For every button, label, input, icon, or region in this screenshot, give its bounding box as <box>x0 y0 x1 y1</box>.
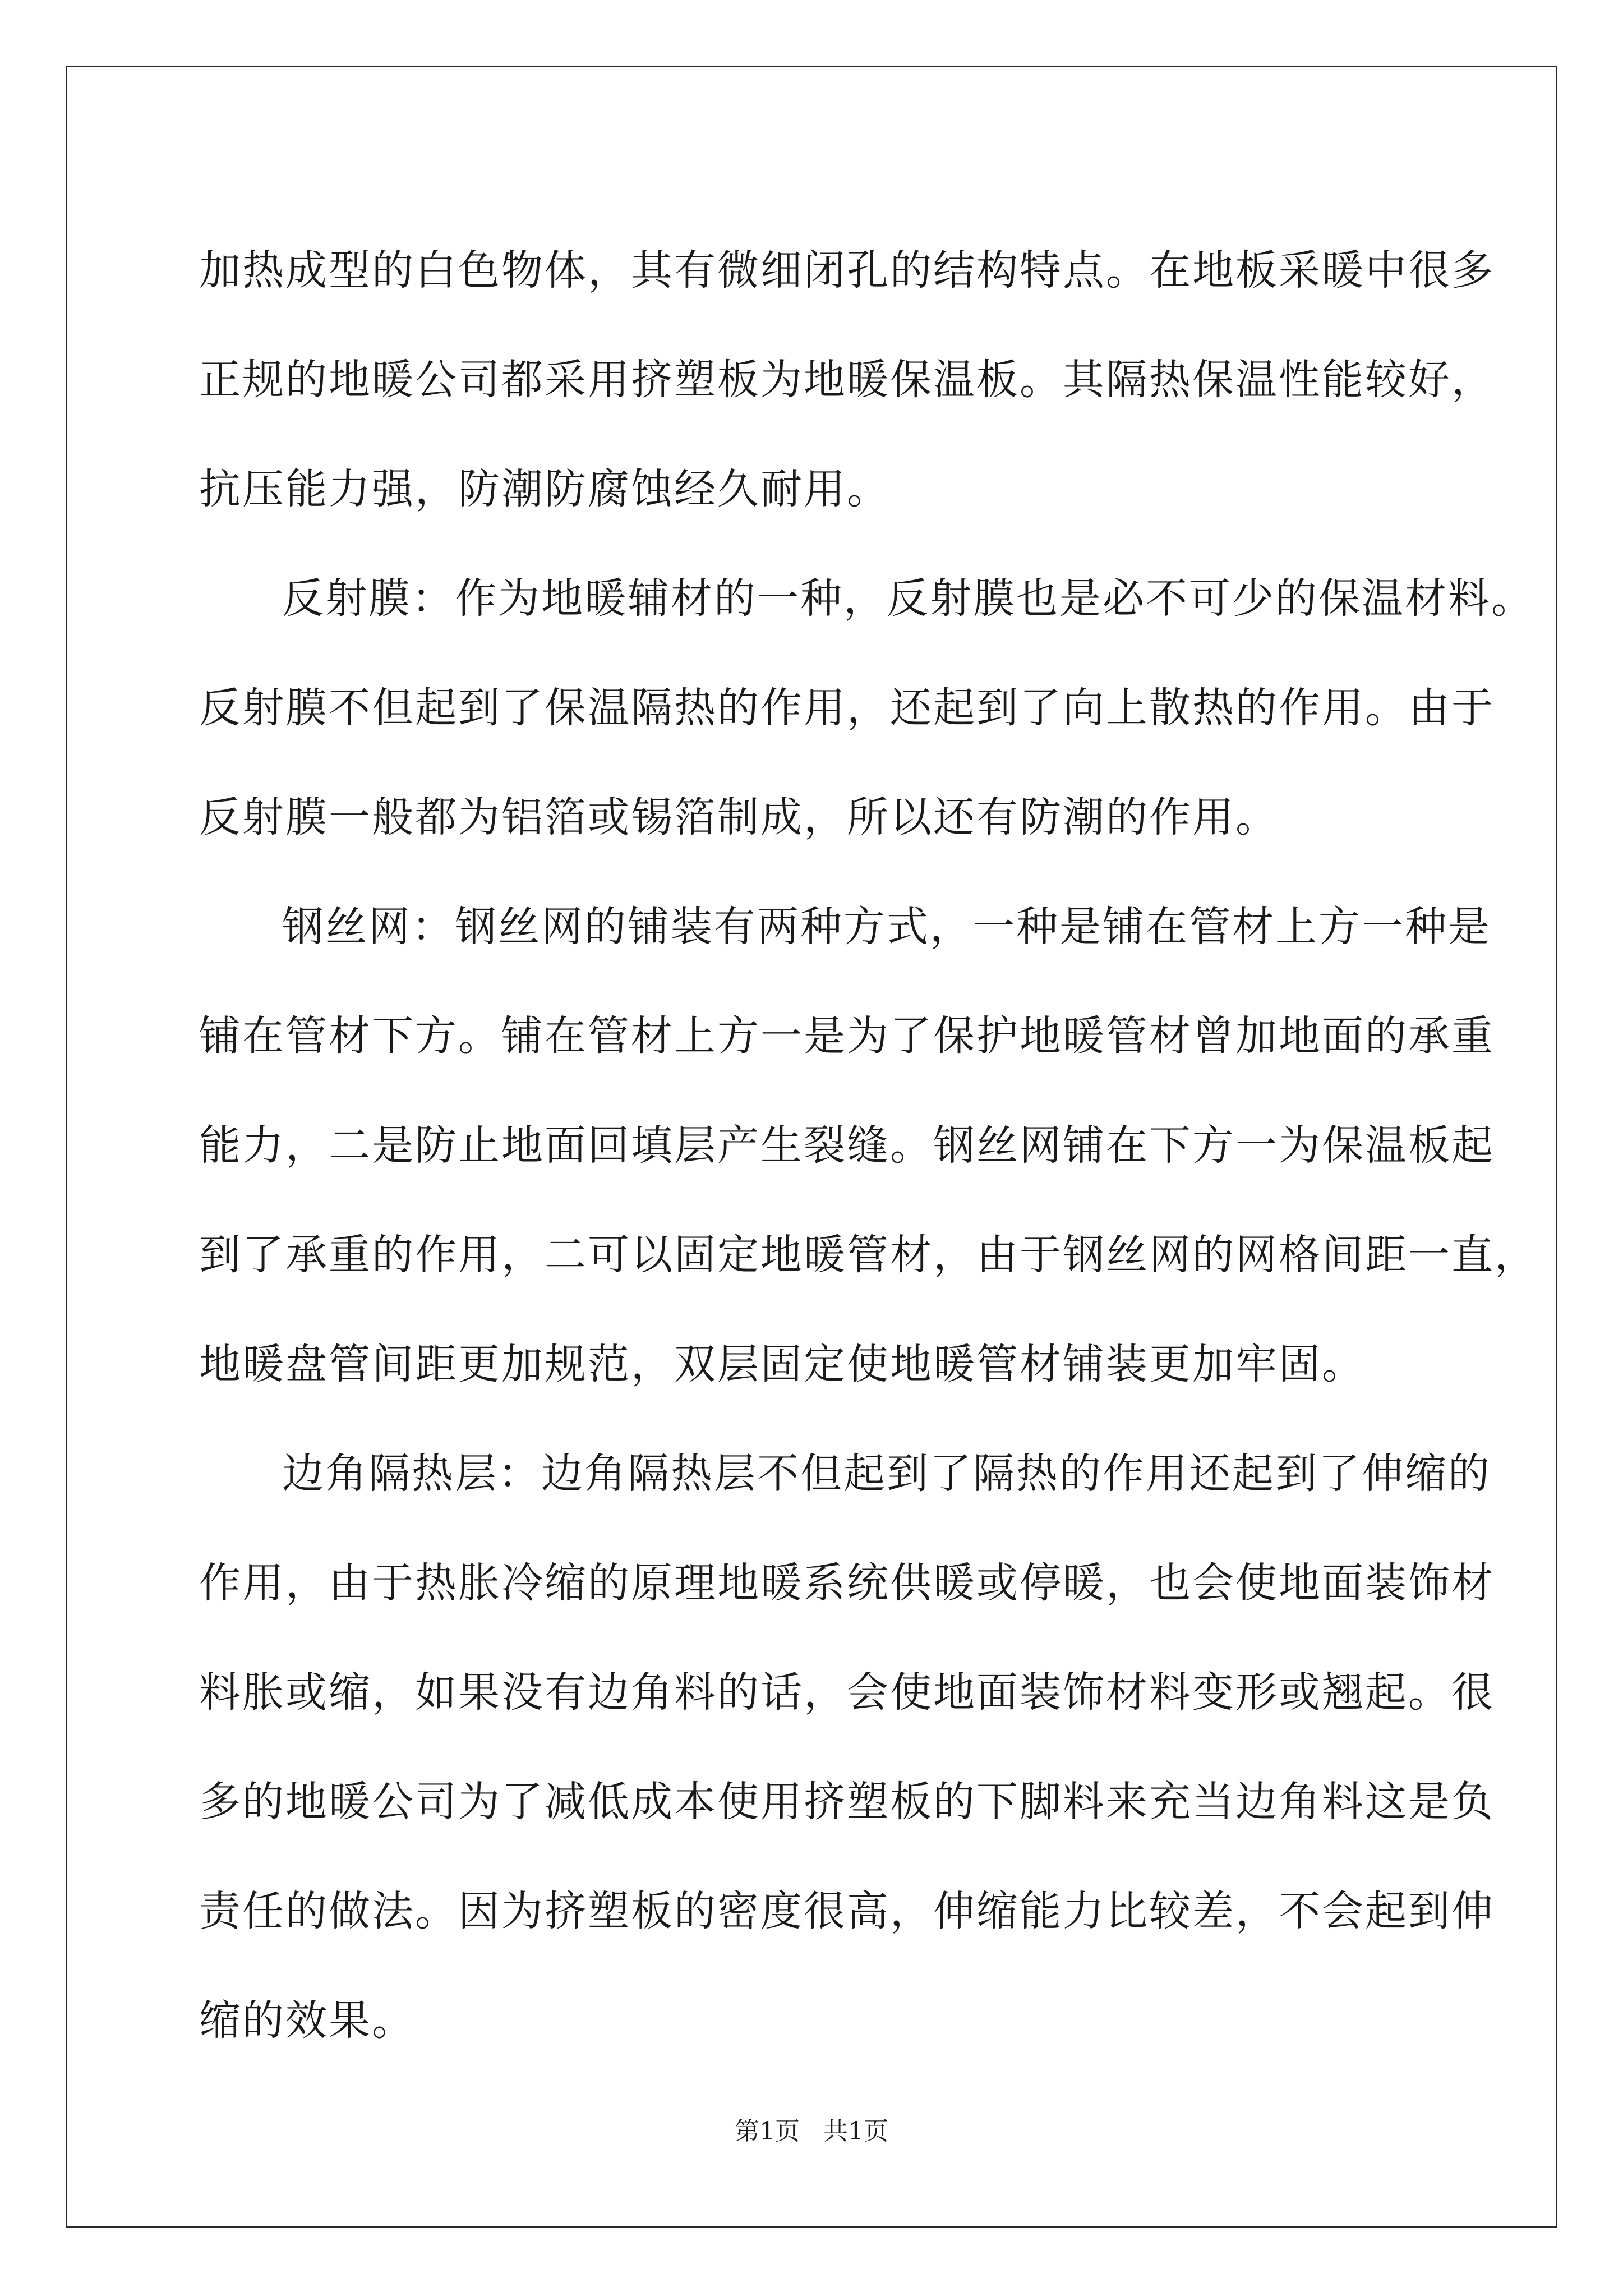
text-line: 多的地暖公司为了减低成本使用挤塑板的下脚料来充当边角料这是负 <box>199 1778 1495 1826</box>
document-body <box>199 216 1538 2076</box>
text-line: 反射膜：作为地暖辅材的一种，反射膜也是必不可少的保温材料。 <box>282 574 1534 623</box>
text-line: 钢丝网：钢丝网的铺装有两种方式，一种是铺在管材上方一种是 <box>282 903 1491 951</box>
text-line: 责任的做法。因为挤塑板的密度很高，伸缩能力比较差，不会起到伸 <box>199 1887 1495 1935</box>
text-line: 反射膜一般都为铝箔或锡箔制成，所以还有防潮的作用。 <box>199 793 1279 841</box>
text-line: 反射膜不但起到了保温隔热的作用，还起到了向上散热的作用。由于 <box>199 684 1495 732</box>
text-line: 正规的地暖公司都采用挤塑板为地暖保温板。其隔热保温性能较好， <box>199 356 1495 404</box>
text-line: 料胀或缩，如果没有边角料的话，会使地面装饰材料变形或翘起。很 <box>199 1668 1495 1717</box>
page-number-footer: 第1页 共1页 <box>735 2117 888 2146</box>
text-line: 到了承重的作用，二可以固定地暖管材，由于钢丝网的网格间距一直， <box>199 1231 1538 1279</box>
text-line: 地暖盘管间距更加规范，双层固定使地暖管材铺装更加牢固。 <box>199 1340 1365 1388</box>
text-line: 加热成型的白色物体，其有微细闭孔的结构特点。在地板采暖中很多 <box>199 246 1495 295</box>
text-line: 铺在管材下方。铺在管材上方一是为了保护地暖管材曾加地面的承重 <box>199 1012 1495 1060</box>
text-line: 边角隔热层：边角隔热层不但起到了隔热的作用还起到了伸缩的 <box>282 1450 1491 1498</box>
text-line: 能力，二是防止地面回填层产生裂缝。钢丝网铺在下方一为保温板起 <box>199 1121 1495 1170</box>
text-line: 缩的效果。 <box>199 1996 415 2045</box>
text-line: 抗压能力强，防潮防腐蚀经久耐用。 <box>199 465 890 513</box>
text-line: 作用，由于热胀冷缩的原理地暖系统供暖或停暖，也会使地面装饰材 <box>199 1559 1495 1607</box>
